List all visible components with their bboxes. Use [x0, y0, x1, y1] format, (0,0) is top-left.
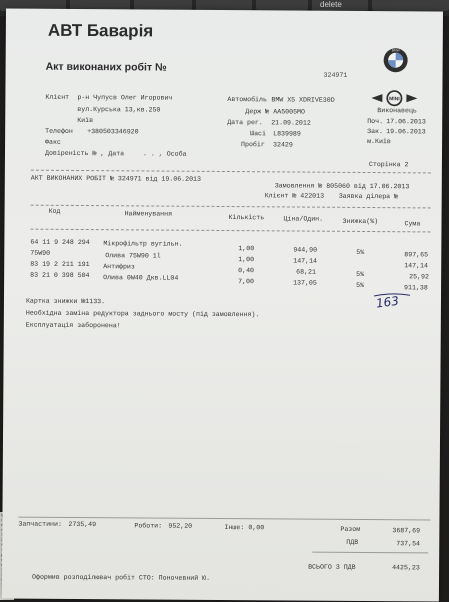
power-of-attorney-label: Довіреність № , Дата: [44, 149, 125, 158]
client-name: р-н Чупусв Олег Игорович: [77, 93, 173, 102]
power-of-attorney-person: . . , Особа: [142, 150, 187, 158]
row-code: 83 19 2 211 191: [30, 260, 90, 269]
keyboard-key: [372, 0, 449, 11]
start-date-label: Поч.: [367, 117, 384, 126]
row-discount: 5%: [356, 248, 365, 256]
phone-value: +380503346920: [87, 128, 139, 136]
grand-total-value: 4425,23: [392, 564, 420, 572]
page-number: Сторінка 2: [368, 161, 409, 169]
chassis-label: Шасі: [250, 130, 266, 138]
col-price-header: Ціна/Один.: [283, 215, 324, 223]
parts-total-label: Запчастини:: [18, 520, 62, 528]
row-qty: 7,00: [238, 278, 254, 286]
row-name: Мікрофільтр вугільн.: [103, 240, 183, 248]
works-total-value: 952,20: [168, 522, 193, 530]
row-qty: 0,40: [238, 267, 255, 275]
grand-total-label: ВСЬОГО З ПДВ: [308, 563, 356, 571]
row-sum: 25,92: [409, 273, 429, 281]
row-qty: 1,00: [238, 256, 255, 264]
row-name: Олива 75W90 1l: [105, 252, 161, 260]
separator-line: [18, 517, 430, 521]
col-code-header: Код: [48, 207, 61, 215]
vat-label: ПДВ: [346, 538, 359, 546]
repair-needed-note: Необхідна заміна редуктора заднього мосту (під замовлення).: [25, 309, 260, 319]
works-total-label: Роботи:: [134, 522, 163, 530]
row-discount: 5%: [356, 281, 365, 289]
row-sum: 911,38: [404, 284, 428, 292]
sum-value: 3687,69: [392, 527, 421, 535]
client-city: Київ: [77, 116, 94, 125]
reg-label: Держ №: [245, 108, 270, 116]
mini-logo-text: MINI: [389, 96, 400, 103]
separator-line: [31, 170, 431, 174]
end-date-value: 19.06.2013: [386, 128, 426, 136]
other-total-label: Інше:: [224, 524, 245, 532]
col-name-header: Найменування: [124, 210, 173, 218]
row-price: 944,90: [293, 246, 318, 254]
bmw-logo-text: BMW: [391, 48, 400, 53]
row-name: Антифриз: [103, 263, 135, 271]
vat-value: 737,54: [396, 540, 421, 548]
act-number-line: АКТ ВИКОНАНИХ РОБІТ № 324971 від 19.06.2013: [30, 174, 201, 183]
row-name: Олива 0W40 Дкв.LL04: [103, 274, 179, 282]
mileage-value: 32429: [273, 141, 293, 149]
separator-line: [31, 205, 431, 209]
start-date-value: 17.06.2013: [386, 118, 426, 126]
client-address: вул.Курська 13,кв.250: [77, 105, 161, 114]
col-sum-header: Сума: [404, 220, 421, 228]
document-number: 324971: [323, 71, 348, 79]
service-act-document: [2, 8, 443, 601]
signer-line: Оформив розподілювач робіт СТО: Поночевний Ю.: [32, 573, 211, 582]
row-price: 147,14: [293, 257, 318, 265]
dealer-request-line: Заявка ділера №: [338, 192, 399, 201]
order-number-line: Замовлення № 805060 від 17.06.2013: [274, 182, 410, 191]
car-value: BMW X5 XDRIVE30D: [271, 96, 335, 104]
end-date-label: Зак.: [367, 127, 384, 136]
discount-card-note: Картка знижки №1133.: [25, 297, 106, 306]
chassis-value: L839989: [273, 130, 301, 138]
handwritten-note: 163: [375, 293, 400, 311]
executor-label: Виконавець: [377, 107, 417, 115]
delete-key: delete: [312, 0, 368, 12]
row-code: 64 11 9 248 294: [30, 238, 90, 247]
row-sum: 147,14: [404, 262, 428, 270]
bmw-logo-icon: [383, 47, 409, 73]
row-price: 137,05: [293, 279, 317, 287]
row-discount: 5%: [356, 270, 365, 278]
row-qty: 1,00: [238, 245, 255, 253]
parts-total-value: 2735,49: [68, 520, 97, 529]
fax-label: Факс: [45, 138, 61, 146]
row-code: 83 21 0 398 504: [30, 271, 90, 280]
row-price: 68,21: [296, 268, 316, 276]
client-label: Клієнт: [45, 93, 70, 101]
phone-label: Телефон: [45, 127, 73, 135]
document-title: Акт виконаних робіт №: [45, 60, 167, 74]
sum-label: Разом: [340, 525, 361, 533]
executor-city: м.Київ: [367, 137, 391, 146]
client-number-line: Клієнт № 422013: [264, 192, 325, 200]
reg-date-label: Дата рег.: [227, 119, 263, 127]
separator-line: [30, 229, 430, 233]
row-sum: 897,65: [404, 251, 429, 259]
operation-prohibited-note: Експлуатація заборонена!: [25, 321, 121, 330]
other-total-value: 0,00: [248, 524, 265, 532]
car-label: Автомобіль: [227, 96, 267, 104]
reg-date-value: 21.09.2012: [271, 119, 311, 127]
mini-logo-icon: [369, 89, 419, 107]
row-code: 75W90: [30, 249, 51, 257]
mileage-label: Пробіг: [241, 141, 265, 149]
separator-line: [312, 552, 428, 554]
col-discount-header: Знижка(%): [342, 217, 379, 226]
col-qty-header: Кількість: [228, 214, 265, 222]
brand-name: АВТ Баварія: [47, 20, 154, 41]
reg-value: AA5005MO: [273, 108, 305, 116]
